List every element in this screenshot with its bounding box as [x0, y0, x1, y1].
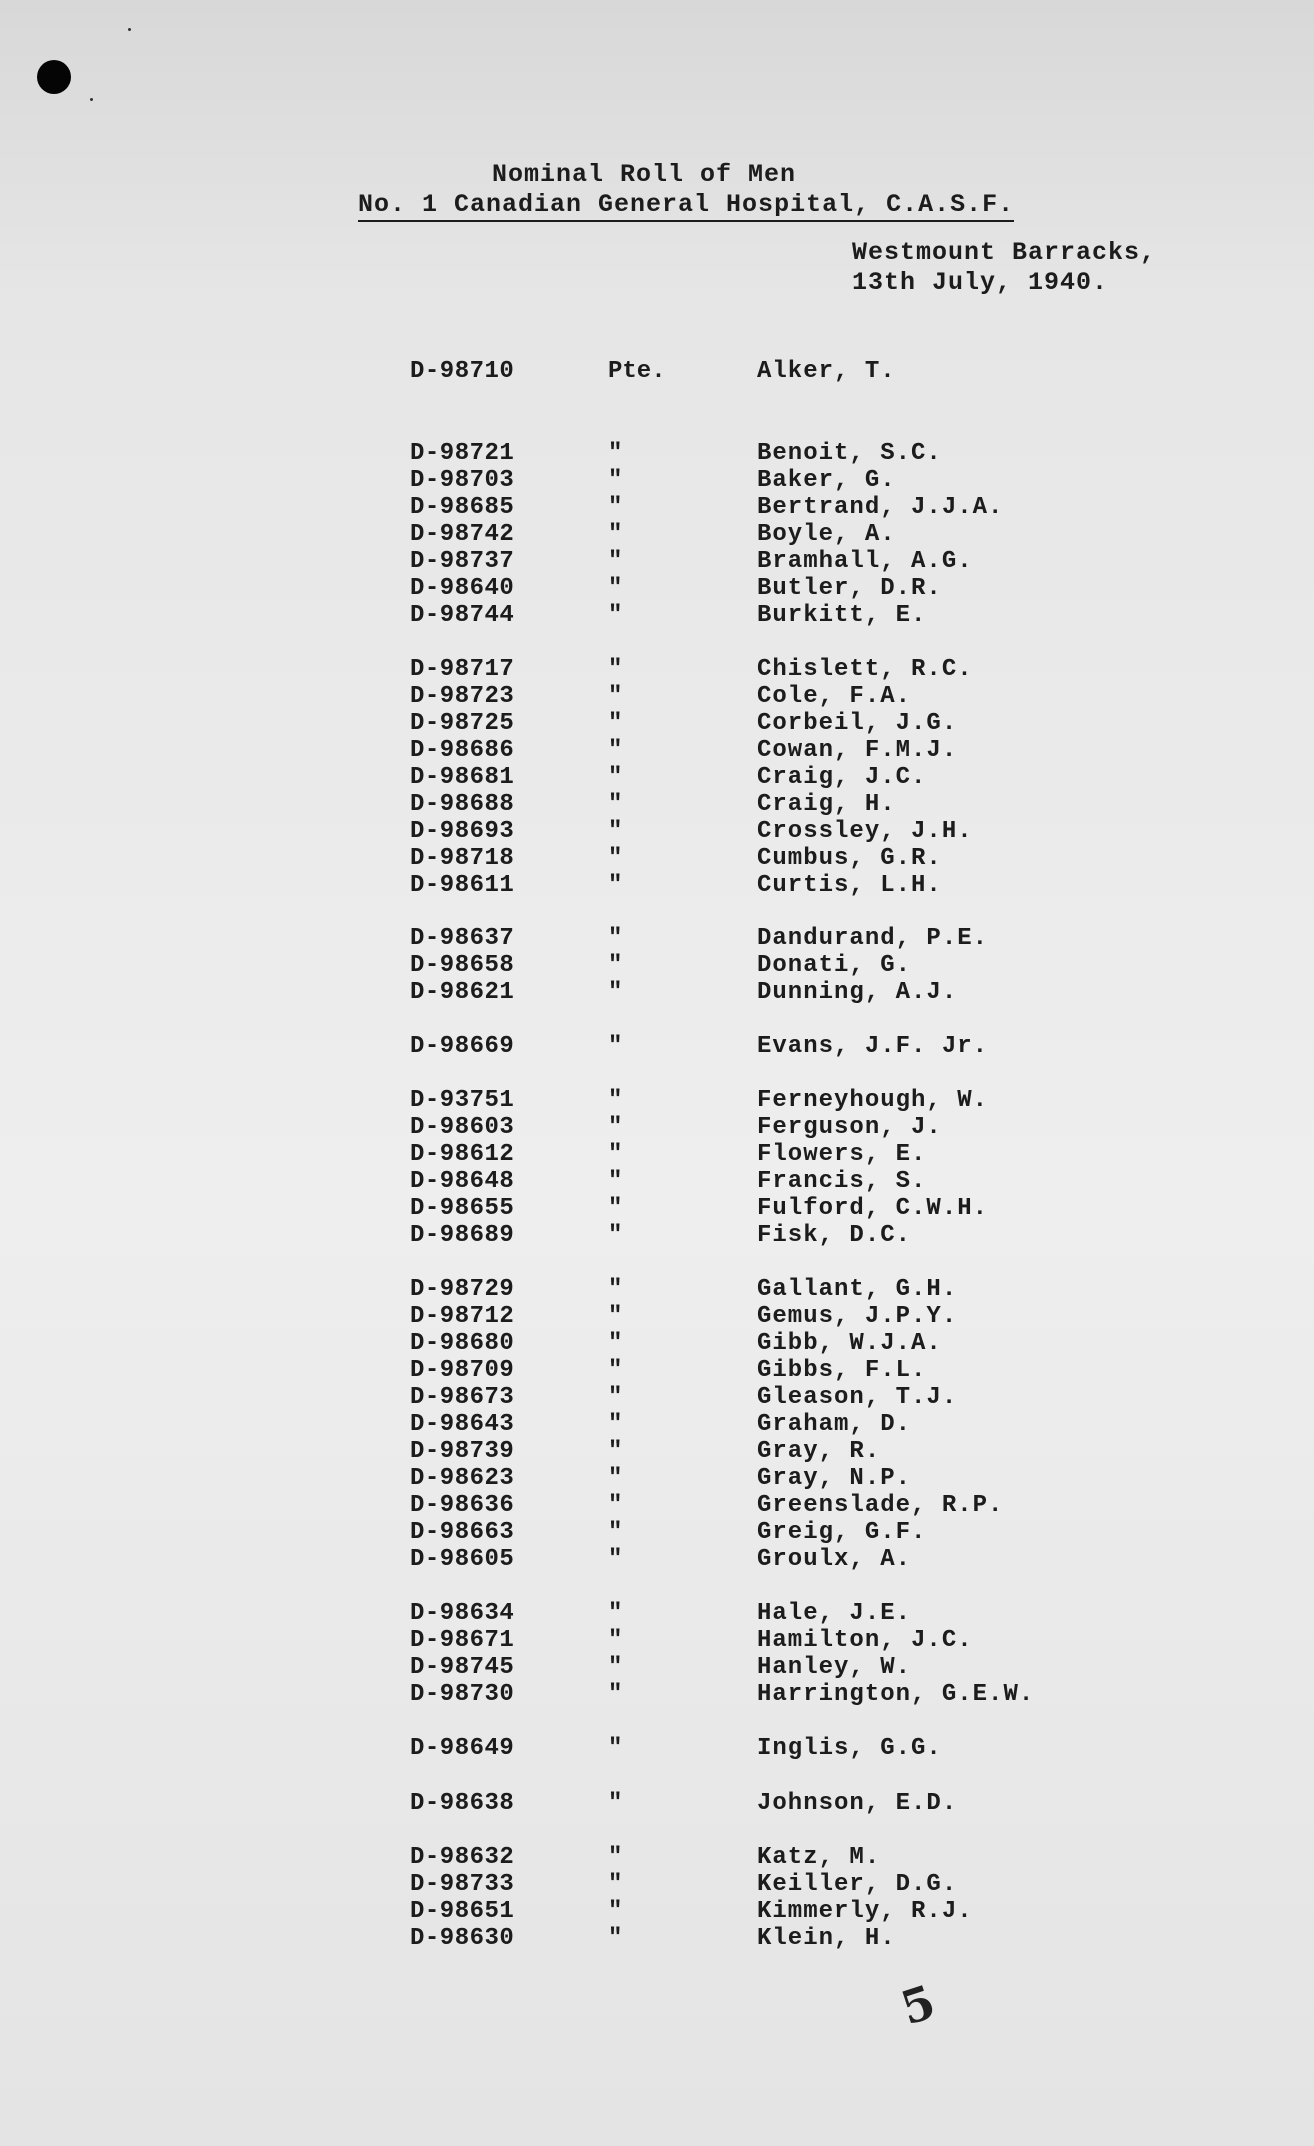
soldier-name: Fulford, C.W.H.: [757, 1195, 989, 1222]
soldier-name: Cowan, F.M.J.: [757, 737, 958, 764]
soldier-name: Flowers, E.: [757, 1141, 927, 1168]
service-number: D-98636: [410, 1492, 515, 1519]
roll-entry: [0, 1871, 1314, 1899]
service-number: D-98605: [410, 1546, 515, 1573]
soldier-name: Kimmerly, R.J.: [757, 1898, 973, 1925]
roll-entry: [0, 818, 1314, 846]
roll-entry: [0, 1844, 1314, 1872]
roll-entry: [0, 1384, 1314, 1412]
soldier-name: Donati, G.: [757, 952, 912, 979]
service-number: D-98712: [410, 1303, 515, 1330]
rank: ": [608, 1330, 623, 1357]
service-number: D-98689: [410, 1222, 515, 1249]
soldier-name: Harrington, G.E.W.: [757, 1681, 1035, 1708]
soldier-name: Greenslade, R.P.: [757, 1492, 1004, 1519]
soldier-name: Craig, H.: [757, 791, 896, 818]
rank: ": [608, 1681, 623, 1708]
roll-entry: [0, 1033, 1314, 1061]
service-number: D-98709: [410, 1357, 515, 1384]
service-number: D-98669: [410, 1033, 515, 1060]
rank: ": [608, 1844, 623, 1871]
rank: ": [608, 818, 623, 845]
rank: ": [608, 764, 623, 791]
service-number: D-98710: [410, 358, 515, 385]
soldier-name: Katz, M.: [757, 1844, 881, 1871]
roll-entry: [0, 1546, 1314, 1574]
ink-speck: [90, 98, 93, 101]
roll-entry: [0, 683, 1314, 711]
location-date: [852, 238, 1156, 298]
soldier-name: Hanley, W.: [757, 1654, 912, 1681]
roll-entry: [0, 548, 1314, 576]
roll-entry: [0, 1087, 1314, 1115]
soldier-name: Curtis, L.H.: [757, 872, 942, 899]
rank: ": [608, 1438, 623, 1465]
rank: ": [608, 1357, 623, 1384]
service-number: D-98693: [410, 818, 515, 845]
soldier-name: Burkitt, E.: [757, 602, 927, 629]
service-number: D-98729: [410, 1276, 515, 1303]
service-number: D-98685: [410, 494, 515, 521]
service-number: D-98671: [410, 1627, 515, 1654]
service-number: D-98725: [410, 710, 515, 737]
soldier-name: Hale, J.E.: [757, 1600, 912, 1627]
service-number: D-98681: [410, 764, 515, 791]
rank: ": [608, 1276, 623, 1303]
soldier-name: Bramhall, A.G.: [757, 548, 973, 575]
document-subtitle: No. 1 Canadian General Hospital, C.A.S.F.: [358, 190, 1014, 222]
soldier-name: Craig, J.C.: [757, 764, 927, 791]
soldier-name: Corbeil, J.G.: [757, 710, 958, 737]
roll-entry: [0, 1654, 1314, 1682]
soldier-name: Benoit, S.C.: [757, 440, 942, 467]
rank: ": [608, 521, 623, 548]
rank: ": [608, 1871, 623, 1898]
soldier-name: Cole, F.A.: [757, 683, 912, 710]
punch-hole: [37, 60, 71, 94]
roll-entry: [0, 737, 1314, 765]
rank: ": [608, 872, 623, 899]
service-number: D-98703: [410, 467, 515, 494]
roll-entry: [0, 845, 1314, 873]
roll-entry: [0, 521, 1314, 549]
service-number: D-98634: [410, 1600, 515, 1627]
rank: ": [608, 1627, 623, 1654]
roll-entry: [0, 358, 1314, 386]
soldier-name: Cumbus, G.R.: [757, 845, 942, 872]
service-number: D-98723: [410, 683, 515, 710]
rank: ": [608, 1546, 623, 1573]
roll-entry: [0, 1195, 1314, 1223]
roll-entry: [0, 1492, 1314, 1520]
service-number: D-98612: [410, 1141, 515, 1168]
service-number: D-98730: [410, 1681, 515, 1708]
rank: ": [608, 467, 623, 494]
rank: ": [608, 1519, 623, 1546]
roll-entry: [0, 1276, 1314, 1304]
rank: ": [608, 440, 623, 467]
roll-entry: [0, 467, 1314, 495]
service-number: D-98651: [410, 1898, 515, 1925]
service-number: D-98742: [410, 521, 515, 548]
service-number: D-98655: [410, 1195, 515, 1222]
service-number: D-98649: [410, 1735, 515, 1762]
service-number: D-98717: [410, 656, 515, 683]
soldier-name: Francis, S.: [757, 1168, 927, 1195]
rank: ": [608, 1790, 623, 1817]
roll-entry: [0, 1627, 1314, 1655]
location: Westmount Barracks,: [852, 238, 1157, 267]
soldier-name: Greig, G.F.: [757, 1519, 927, 1546]
service-number: D-98718: [410, 845, 515, 872]
soldier-name: Fisk, D.C.: [757, 1222, 912, 1249]
service-number: D-98640: [410, 575, 515, 602]
roll-entry: [0, 1898, 1314, 1926]
rank: ": [608, 1087, 623, 1114]
soldier-name: Chislett, R.C.: [757, 656, 973, 683]
roll-entry: [0, 1357, 1314, 1385]
rank: ": [608, 1141, 623, 1168]
soldier-name: Gibb, W.J.A.: [757, 1330, 942, 1357]
rank: ": [608, 1654, 623, 1681]
soldier-name: Boyle, A.: [757, 521, 896, 548]
rank: ": [608, 845, 623, 872]
service-number: D-98745: [410, 1654, 515, 1681]
rank: ": [608, 710, 623, 737]
soldier-name: Gray, N.P.: [757, 1465, 912, 1492]
service-number: D-98680: [410, 1330, 515, 1357]
service-number: D-98673: [410, 1384, 515, 1411]
soldier-name: Crossley, J.H.: [757, 818, 973, 845]
roll-entry: [0, 1600, 1314, 1628]
soldier-name: Ferguson, J.: [757, 1114, 942, 1141]
service-number: D-98632: [410, 1844, 515, 1871]
roll-entry: [0, 1141, 1314, 1169]
date: 13th July, 1940.: [852, 268, 1109, 297]
service-number: D-98744: [410, 602, 515, 629]
roll-entry: [0, 1168, 1314, 1196]
service-number: D-98623: [410, 1465, 515, 1492]
roll-entry: [0, 979, 1314, 1007]
soldier-name: Gleason, T.J.: [757, 1384, 958, 1411]
roll-entry: [0, 1438, 1314, 1466]
service-number: D-98637: [410, 925, 515, 952]
soldier-name: Gemus, J.P.Y.: [757, 1303, 958, 1330]
roll-entry: [0, 1465, 1314, 1493]
roll-entry: [0, 1330, 1314, 1358]
rank: ": [608, 1735, 623, 1762]
soldier-name: Gibbs, F.L.: [757, 1357, 927, 1384]
roll-entry: [0, 575, 1314, 603]
soldier-name: Butler, D.R.: [757, 575, 942, 602]
roll-entry: [0, 1411, 1314, 1439]
rank: ": [608, 1492, 623, 1519]
soldier-name: Hamilton, J.C.: [757, 1627, 973, 1654]
rank: ": [608, 1114, 623, 1141]
service-number: D-98621: [410, 979, 515, 1006]
roll-entry: [0, 710, 1314, 738]
rank: ": [608, 1384, 623, 1411]
soldier-name: Inglis, G.G.: [757, 1735, 942, 1762]
soldier-name: Keiller, D.G.: [757, 1871, 958, 1898]
rank: ": [608, 1195, 623, 1222]
rank: ": [608, 979, 623, 1006]
service-number: D-93751: [410, 1087, 515, 1114]
service-number: D-98630: [410, 1925, 515, 1952]
rank: ": [608, 1033, 623, 1060]
soldier-name: Ferneyhough, W.: [757, 1087, 989, 1114]
rank: ": [608, 1465, 623, 1492]
roll-entry: [0, 494, 1314, 522]
roll-entry: [0, 1925, 1314, 1953]
rank: ": [608, 925, 623, 952]
rank: ": [608, 791, 623, 818]
service-number: D-98638: [410, 1790, 515, 1817]
service-number: D-98663: [410, 1519, 515, 1546]
soldier-name: Klein, H.: [757, 1925, 896, 1952]
rank: ": [608, 602, 623, 629]
service-number: D-98648: [410, 1168, 515, 1195]
roll-entry: [0, 1790, 1314, 1818]
service-number: D-98686: [410, 737, 515, 764]
rank: ": [608, 1303, 623, 1330]
roll-entry: [0, 1303, 1314, 1331]
service-number: D-98739: [410, 1438, 515, 1465]
service-number: D-98737: [410, 548, 515, 575]
roll-entry: [0, 925, 1314, 953]
roll-entry: [0, 1114, 1314, 1142]
rank: ": [608, 548, 623, 575]
document-title: Nominal Roll of Men: [492, 160, 797, 189]
roll-entry: [0, 764, 1314, 792]
rank: ": [608, 1600, 623, 1627]
soldier-name: Gray, R.: [757, 1438, 881, 1465]
soldier-name: Johnson, E.D.: [757, 1790, 958, 1817]
roll-entry: [0, 440, 1314, 468]
service-number: D-98658: [410, 952, 515, 979]
roll-entry: [0, 952, 1314, 980]
rank: ": [608, 1411, 623, 1438]
roll-entry: [0, 656, 1314, 684]
handwritten-mark: 5: [894, 1974, 942, 2036]
roll-entry: [0, 1681, 1314, 1709]
rank: ": [608, 656, 623, 683]
roll-entry: [0, 872, 1314, 900]
roll-entry: [0, 791, 1314, 819]
soldier-name: Groulx, A.: [757, 1546, 912, 1573]
rank: ": [608, 494, 623, 521]
roll-entry: [0, 1735, 1314, 1763]
rank: ": [608, 575, 623, 602]
rank: ": [608, 1898, 623, 1925]
roll-entry: [0, 602, 1314, 630]
service-number: D-98733: [410, 1871, 515, 1898]
rank: Pte.: [608, 358, 666, 385]
roll-entry: [0, 1222, 1314, 1250]
soldier-name: Alker, T.: [757, 358, 896, 385]
soldier-name: Dandurand, P.E.: [757, 925, 989, 952]
soldier-name: Graham, D.: [757, 1411, 912, 1438]
rank: ": [608, 683, 623, 710]
service-number: D-98688: [410, 791, 515, 818]
rank: ": [608, 737, 623, 764]
soldier-name: Evans, J.F. Jr.: [757, 1033, 989, 1060]
service-number: D-98721: [410, 440, 515, 467]
service-number: D-98603: [410, 1114, 515, 1141]
service-number: D-98643: [410, 1411, 515, 1438]
rank: ": [608, 1222, 623, 1249]
roll-entry: [0, 1519, 1314, 1547]
soldier-name: Baker, G.: [757, 467, 896, 494]
soldier-name: Bertrand, J.J.A.: [757, 494, 1004, 521]
ink-speck: [128, 28, 131, 31]
soldier-name: Gallant, G.H.: [757, 1276, 958, 1303]
rank: ": [608, 1168, 623, 1195]
service-number: D-98611: [410, 872, 515, 899]
soldier-name: Dunning, A.J.: [757, 979, 958, 1006]
rank: ": [608, 1925, 623, 1952]
rank: ": [608, 952, 623, 979]
